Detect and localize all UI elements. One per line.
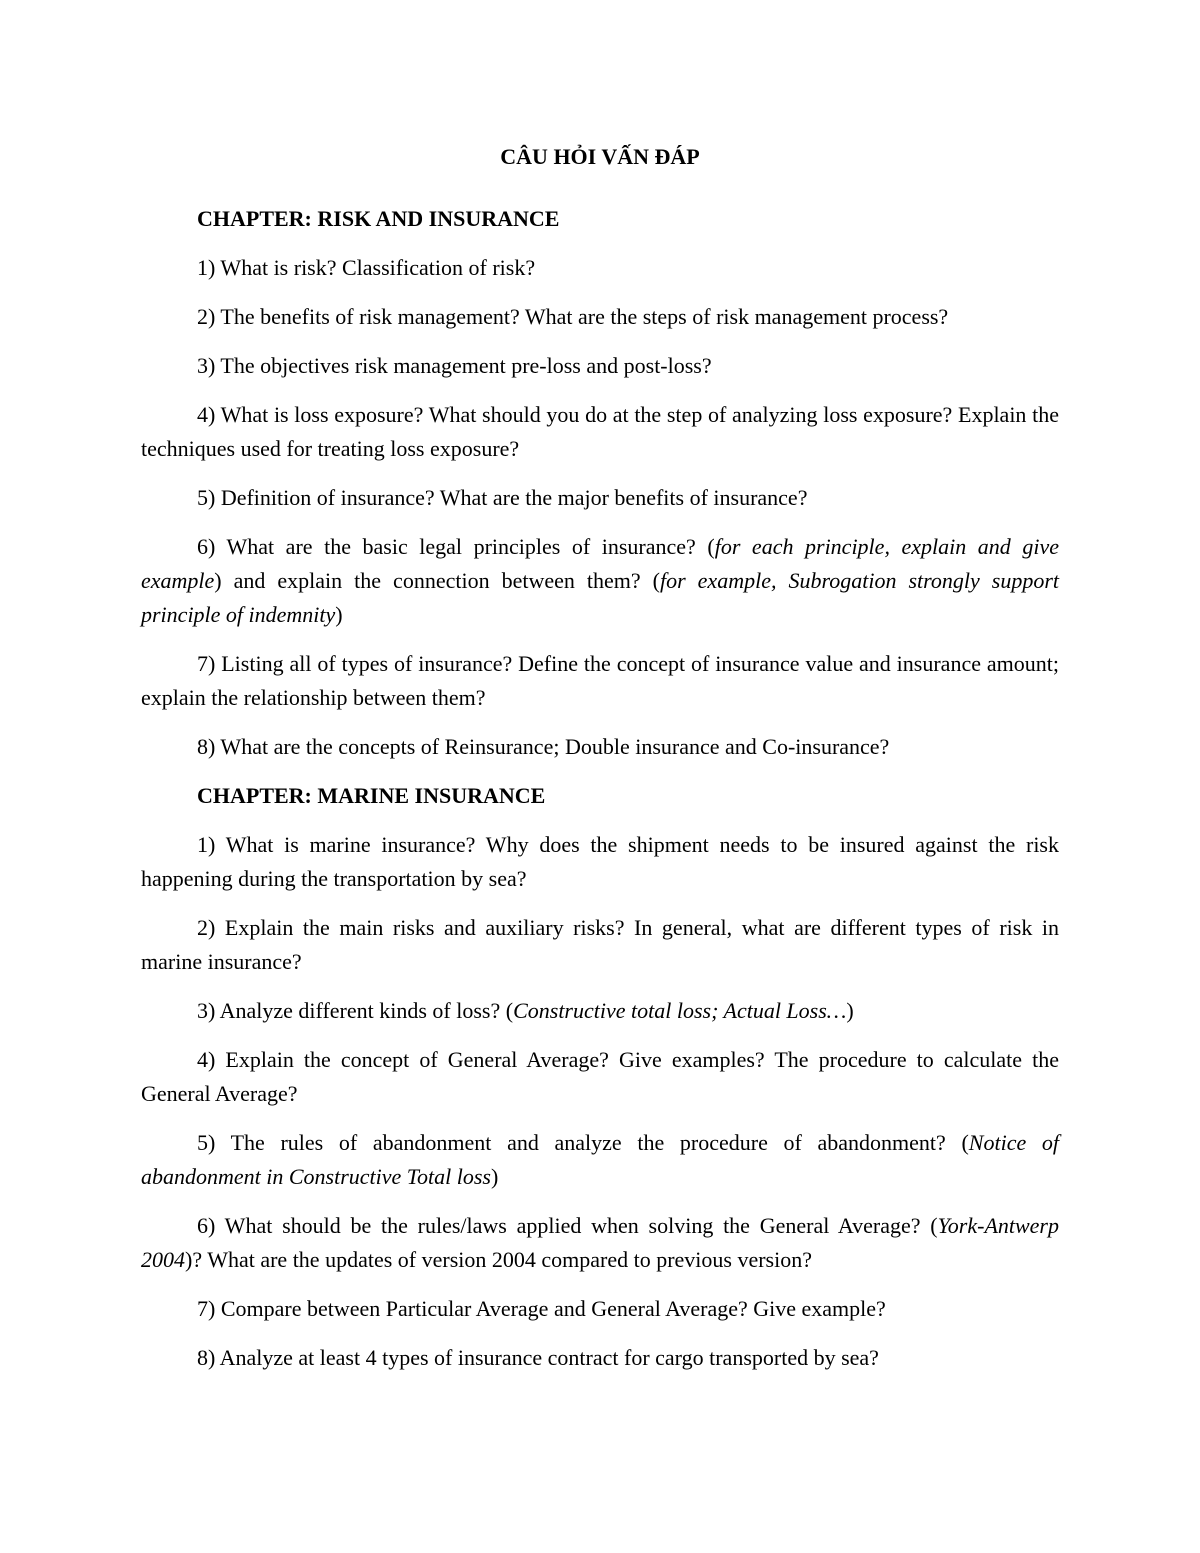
question-text: )? What are the updates of version 2004 compared to previous version?	[185, 1247, 812, 1272]
question-text: 6) What are the basic legal principles of insurance? (	[197, 534, 715, 559]
question-text: 4) What is loss exposure? What should you do at the step of analyzing loss exposure? Explain the techniques used for treating loss exposure?	[141, 402, 1059, 461]
question-item	[141, 730, 1059, 764]
question-text: )	[335, 602, 343, 627]
question-text: 8) Analyze at least 4 types of insurance contract for cargo transported by sea?	[197, 1345, 879, 1370]
chapter-section	[141, 202, 1059, 764]
question-item	[141, 1292, 1059, 1326]
question-text: 4) Explain the concept of General Average? Give examples? The procedure to calculate the General Average?	[141, 1047, 1059, 1106]
question-item	[141, 1341, 1059, 1375]
chapter-heading: CHAPTER: RISK AND INSURANCE	[197, 206, 560, 231]
question-text: 6) What should be the rules/laws applied when solving the General Average? (	[197, 1213, 938, 1238]
question-text: 1) What is marine insurance? Why does the shipment needs to be insured against the risk happening during the transportation by sea?	[141, 832, 1059, 891]
question-item	[141, 1126, 1059, 1194]
question-item	[141, 1209, 1059, 1277]
document-body	[141, 140, 1059, 1390]
question-text: )	[846, 998, 854, 1023]
question-item	[141, 647, 1059, 715]
question-item	[141, 994, 1059, 1028]
question-text: )	[490, 1164, 499, 1189]
question-item	[141, 1043, 1059, 1111]
chapter-section	[141, 779, 1059, 1375]
question-item	[141, 251, 1059, 285]
question-italic-note: York-Antwerp 2004	[141, 1213, 1059, 1272]
question-text: ) and explain the connection between them? (	[214, 568, 660, 593]
question-text: 2) Explain the main risks and auxiliary risks? In general, what are different types of risk in marine insurance?	[141, 915, 1059, 974]
question-text: 8) What are the concepts of Reinsurance; Double insurance and Co-insurance?	[197, 734, 890, 759]
question-item	[141, 481, 1059, 515]
question-item	[141, 349, 1059, 383]
question-text: 3) Analyze different kinds of loss? (	[197, 998, 514, 1023]
question-item	[141, 911, 1059, 979]
question-item	[141, 300, 1059, 334]
question-italic-note: Notice of abandonment in Constructive Total loss	[141, 1130, 1060, 1189]
question-text: 2) The benefits of risk management? What are the steps of risk management process?	[197, 304, 949, 329]
question-item	[141, 530, 1059, 632]
question-italic-note: Constructive total loss; Actual Loss…	[513, 998, 847, 1023]
question-text: 5) The rules of abandonment and analyze the procedure of abandonment? (	[197, 1130, 969, 1155]
chapter-heading: CHAPTER: MARINE INSURANCE	[197, 783, 546, 808]
question-text: 3) The objectives risk management pre-loss and post-loss?	[197, 353, 712, 378]
document-title: CÂU HỎI VẤN ĐÁP	[500, 144, 700, 169]
question-italic-note: for each principle, explain and give example	[141, 534, 1059, 593]
question-text: 7) Listing all of types of insurance? Define the concept of insurance value and insurance amount; explain the relationship between them?	[141, 651, 1059, 710]
question-item	[141, 398, 1059, 466]
question-text: 5) Definition of insurance? What are the major benefits of insurance?	[197, 485, 808, 510]
question-text: 7) Compare between Particular Average and General Average? Give example?	[197, 1296, 886, 1321]
chapter-list	[141, 202, 1059, 1375]
question-italic-note: for example, Subrogation strongly support principle of indemnity	[141, 568, 1059, 627]
question-text: 1) What is risk? Classification of risk?	[197, 255, 536, 280]
question-item	[141, 828, 1059, 896]
